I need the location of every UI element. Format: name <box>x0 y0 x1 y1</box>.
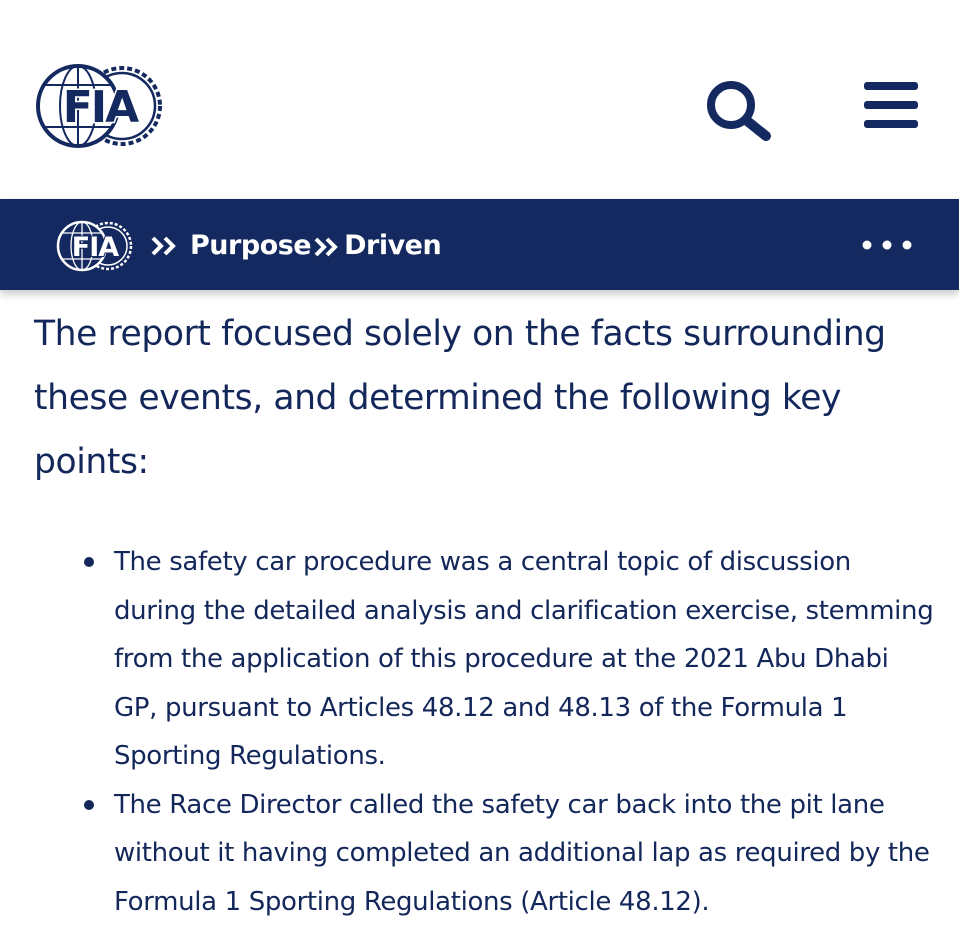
key-points-list <box>34 538 934 926</box>
more-options-button[interactable] <box>858 232 916 258</box>
banner-title-purpose: Purpose <box>190 230 311 261</box>
double-chevron-separator-icon <box>313 234 343 256</box>
key-point-text: The safety car procedure was a central topic of discussion during the detailed analysis and clarification exercise, stemming from the application of this procedure at the 2021 Abu Dhabi GP, pursuant to Articles 48.12 and 48.13 of the Formula 1 Sporting Regulations. <box>114 547 933 771</box>
search-icon <box>702 78 776 142</box>
svg-text:FIA: FIA <box>63 82 139 133</box>
double-chevron-right-icon <box>150 235 180 257</box>
banner-title <box>190 223 441 267</box>
bullet-icon <box>84 557 94 567</box>
bullet-icon <box>84 800 94 810</box>
list-item <box>34 781 934 926</box>
fia-logo[interactable] <box>36 63 164 149</box>
search-button[interactable] <box>702 78 776 142</box>
article-content <box>34 302 934 926</box>
fia-logo-icon <box>56 219 134 273</box>
key-point-text: The Race Director called the safety car back into the pit lane without it having completed an additional lap as required by the Formula 1 Sporting Regulations (Article 48.12). <box>114 790 930 917</box>
purpose-driven-banner <box>0 199 959 290</box>
fia-banner-logo[interactable] <box>56 219 134 273</box>
banner-title-driven: Driven <box>344 230 441 261</box>
more-dots-icon <box>858 232 916 258</box>
menu-button[interactable] <box>860 80 922 130</box>
hamburger-menu-icon <box>860 80 922 130</box>
list-item <box>34 538 934 781</box>
article-intro: The report focused solely on the facts surrounding these events, and determined the following key points: <box>34 302 934 494</box>
svg-text:FIA: FIA <box>72 232 119 263</box>
fia-logo-icon <box>36 63 164 149</box>
site-header <box>0 0 959 199</box>
